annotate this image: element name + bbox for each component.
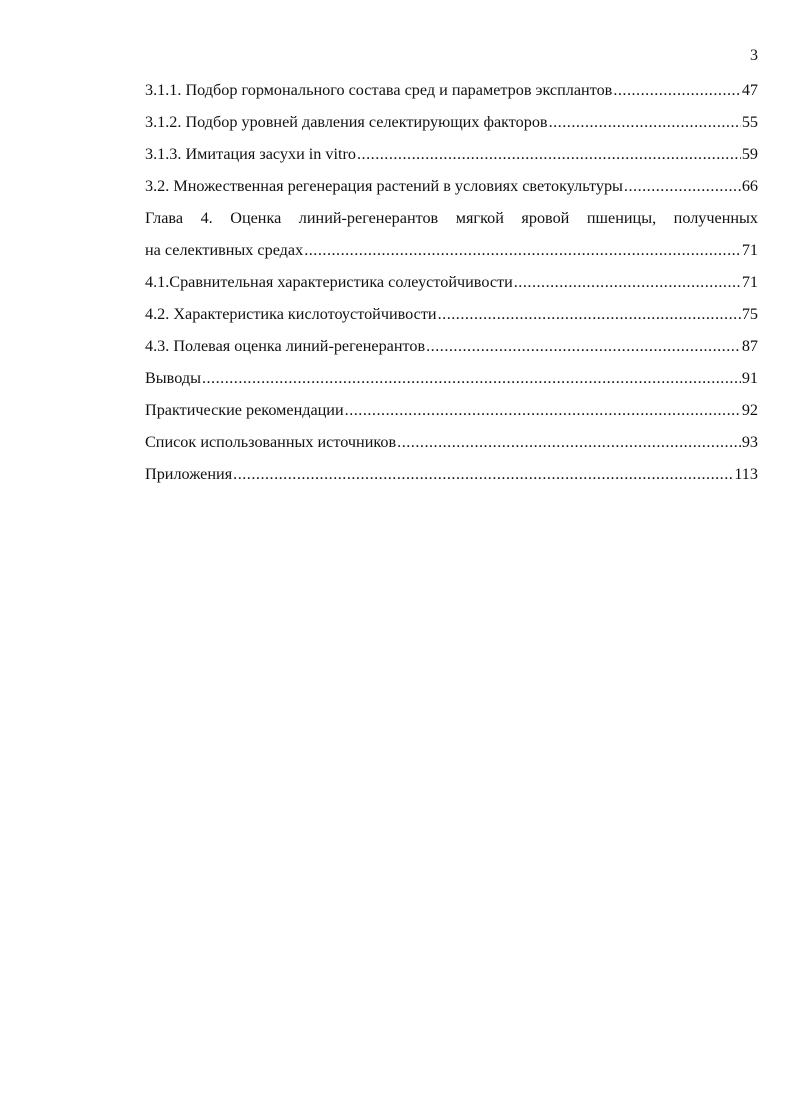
- toc-leader-dots: [397, 426, 741, 458]
- toc-entry-chapter-4-line1: Глава 4. Оценка линий-регенерантов мягкой яровой пшеницы, полученных: [145, 209, 758, 227]
- toc-entry-4-2: [145, 298, 758, 330]
- toc-leader-dots: [624, 170, 741, 202]
- toc-leader-dots: [233, 458, 733, 490]
- toc-entry-page: 55: [741, 113, 758, 131]
- toc-entry-page: 66: [741, 177, 758, 195]
- toc-entry-page: 71: [741, 273, 758, 291]
- toc-entry-title: Выводы: [145, 369, 201, 387]
- page-number: 3: [750, 47, 758, 64]
- toc-entry-title: Список использованных источников: [145, 433, 397, 451]
- toc-entry-title: 3.1.2. Подбор уровней давления селектирующих факторов: [145, 113, 548, 131]
- toc-entry-title: 4.1.Сравнительная характеристика солеустойчивости: [145, 273, 513, 291]
- toc-entry-3-1-2: [145, 106, 758, 138]
- table-of-contents: [145, 74, 758, 490]
- toc-entry-4-1: [145, 266, 758, 298]
- toc-leader-dots: [357, 138, 741, 170]
- toc-entry-conclusions: [145, 362, 758, 394]
- toc-entry-page: 92: [741, 401, 758, 419]
- toc-leader-dots: [613, 74, 741, 106]
- toc-entry-page: 113: [734, 465, 758, 483]
- toc-entry-title: на селективных средах: [145, 241, 304, 259]
- toc-entry-page: 91: [741, 369, 758, 387]
- toc-leader-dots: [345, 394, 741, 426]
- toc-entry-references: [145, 426, 758, 458]
- toc-entry-title: Практические рекомендации: [145, 401, 344, 419]
- toc-entry-title: 3.1.3. Имитация засухи in vitro: [145, 145, 356, 163]
- toc-entry-title: 4.3. Полевая оценка линий-регенерантов: [145, 337, 426, 355]
- toc-entry-page: 93: [741, 433, 758, 451]
- toc-entry-3-2: [145, 170, 758, 202]
- toc-entry-page: 71: [741, 241, 758, 259]
- toc-entry-page: 47: [741, 81, 758, 99]
- toc-entry-title: 3.2. Множественная регенерация растений в условиях светокультуры: [145, 177, 623, 195]
- toc-leader-dots: [514, 266, 741, 298]
- toc-leader-dots: [426, 330, 741, 362]
- toc-entry-recommendations: [145, 394, 758, 426]
- toc-entry-3-1-1: [145, 74, 758, 106]
- toc-entry-4-3: [145, 330, 758, 362]
- toc-entry-page: 87: [741, 337, 758, 355]
- toc-entry-page: 59: [741, 145, 758, 163]
- toc-leader-dots: [304, 234, 741, 266]
- toc-entry-title: Приложения: [145, 465, 233, 483]
- toc-leader-dots: [438, 298, 741, 330]
- toc-entry-chapter-4: [145, 234, 758, 266]
- toc-entry-3-1-3: [145, 138, 758, 170]
- toc-entry-title: 4.2. Характеристика кислотоустойчивости: [145, 305, 437, 323]
- toc-entry-appendices: [145, 458, 758, 490]
- toc-leader-dots: [549, 106, 741, 138]
- toc-entry-title: 3.1.1. Подбор гормонального состава сред и параметров эксплантов: [145, 81, 613, 99]
- toc-entry-page: 75: [741, 305, 758, 323]
- toc-leader-dots: [202, 362, 741, 394]
